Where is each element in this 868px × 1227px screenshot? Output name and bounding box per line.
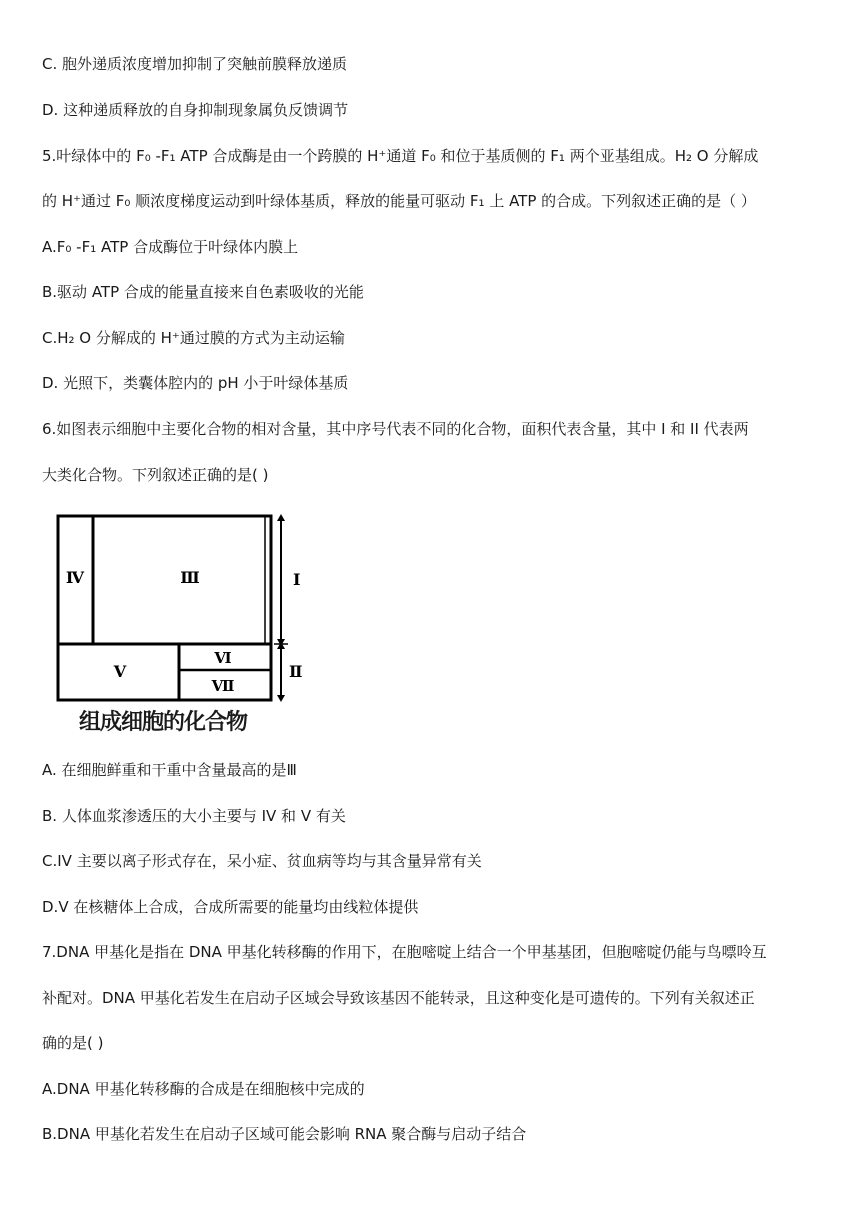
question-7-stem-line1: 7.DNA 甲基化是指在 DNA 甲基化转移酶的作用下，在胞嘧啶上结合一个甲基基团，但胞嘧啶仍能与鸟嘌呤互 bbox=[42, 943, 767, 961]
option-7b: B.DNA 甲基化若发生在启动子区域可能会影响 RNA 聚合酶与启动子结合 bbox=[42, 1125, 527, 1143]
arrow-ii-top bbox=[277, 642, 285, 649]
option-5a: A.F₀ -F₁ ATP 合成酶位于叶绿体内膜上 bbox=[42, 238, 299, 256]
question-6-stem-line1: 6.如图表示细胞中主要化合物的相对含量，其中序号代表不同的化合物，面积代表含量，其中 I 和 II 代表两 bbox=[42, 420, 749, 438]
question-7-stem-line3: 确的是( ) bbox=[42, 1034, 104, 1052]
label-v: Ⅴ bbox=[113, 664, 127, 681]
label-vi: Ⅵ bbox=[214, 651, 232, 667]
option-6a: A. 在细胞鲜重和干重中含量最高的是Ⅲ bbox=[42, 761, 297, 779]
label-vii: Ⅶ bbox=[211, 679, 235, 695]
question-5-stem-line1: 5.叶绿体中的 F₀ -F₁ ATP 合成酶是由一个跨膜的 H⁺通道 F₀ 和位于基质侧的 F₁ 两个亚基组成。H₂ O 分解成 bbox=[42, 147, 759, 165]
option-5d: D. 光照下，类囊体腔内的 pH 小于叶绿体基质 bbox=[42, 374, 349, 392]
question-7-stem-line2: 补配对。DNA 甲基化若发生在启动子区域会导致该基因不能转录，且这种变化是可遗传的。下列有关叙述正 bbox=[42, 989, 755, 1007]
option-7a: A.DNA 甲基化转移酶的合成是在细胞核中完成的 bbox=[42, 1080, 365, 1098]
option-6b: B. 人体血浆渗透压的大小主要与 IV 和 V 有关 bbox=[42, 807, 346, 825]
label-iii: Ⅲ bbox=[180, 570, 200, 587]
compounds-area-diagram bbox=[55, 513, 315, 743]
label-iv: Ⅳ bbox=[65, 570, 85, 587]
label-ii: Ⅱ bbox=[289, 664, 303, 681]
option-4d: D. 这种递质释放的自身抑制现象属负反馈调节 bbox=[42, 101, 349, 119]
arrow-bottom bbox=[277, 695, 285, 702]
figure-caption: 组成细胞的化合物 bbox=[79, 709, 248, 735]
option-5c: C.H₂ O 分解成的 H⁺通过膜的方式为主动运输 bbox=[42, 329, 345, 347]
outer-box bbox=[58, 516, 271, 700]
question-5-stem-line2: 的 H⁺通过 F₀ 顺浓度梯度运动到叶绿体基质，释放的能量可驱动 F₁ 上 ATP 的合成。下列叙述正确的是（ ） bbox=[42, 192, 756, 210]
option-4c: C. 胞外递质浓度增加抑制了突触前膜释放递质 bbox=[42, 55, 348, 73]
option-6c: C.IV 主要以离子形式存在，呆小症、贫血病等均与其含量异常有关 bbox=[42, 852, 482, 870]
question-6-stem-line2: 大类化合物。下列叙述正确的是( ) bbox=[42, 466, 269, 484]
option-5b: B.驱动 ATP 合成的能量直接来自色素吸收的光能 bbox=[42, 283, 364, 301]
option-6d: D.V 在核糖体上合成，合成所需要的能量均由线粒体提供 bbox=[42, 898, 419, 916]
label-i: Ⅰ bbox=[293, 572, 301, 589]
arrow-top bbox=[277, 514, 285, 521]
